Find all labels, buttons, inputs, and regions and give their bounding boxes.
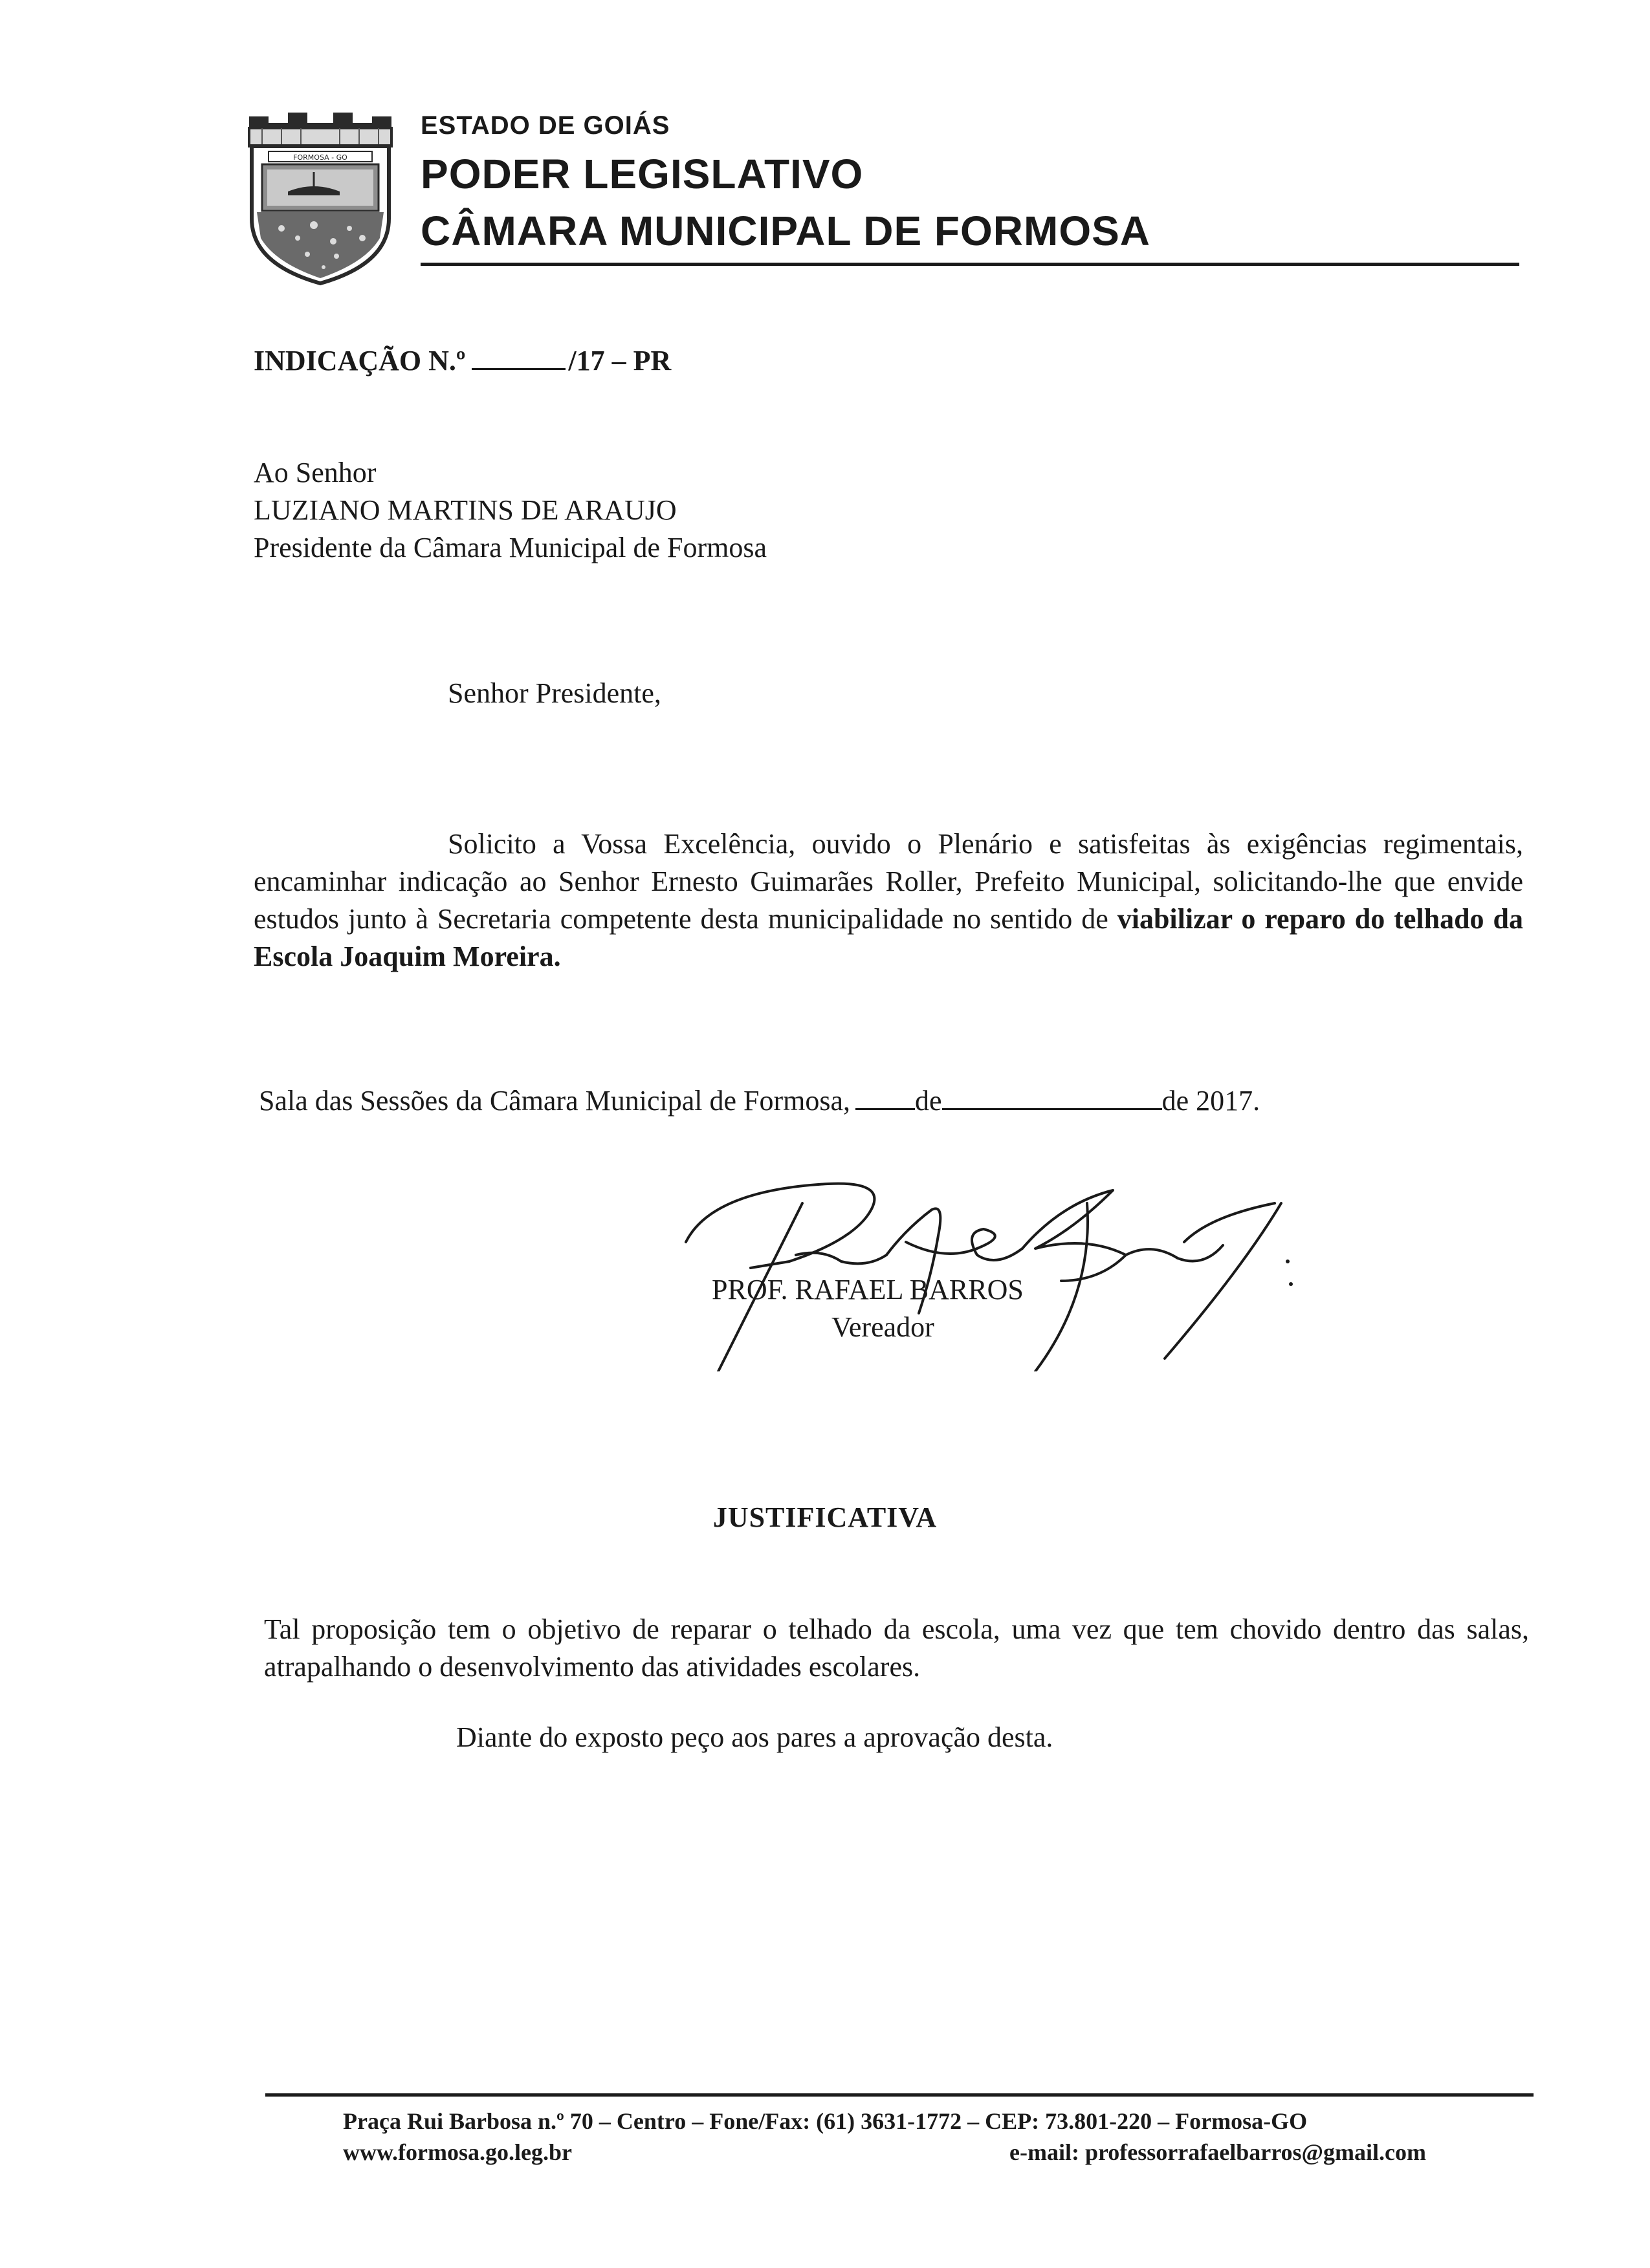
- date-line: [259, 1084, 1260, 1117]
- header-rule: [421, 263, 1519, 266]
- signer-name: PROF. RAFAEL BARROS: [712, 1274, 1024, 1305]
- salutation: Senhor Presidente,: [448, 677, 661, 709]
- month-blank: [942, 1086, 1162, 1110]
- municipal-crest: [243, 109, 398, 287]
- footer-website[interactable]: www.formosa.go.leg.br: [343, 2139, 572, 2165]
- day-blank: [855, 1086, 915, 1110]
- indication-suffix: /17 – PR: [568, 345, 672, 376]
- addressee-name: LUZIANO MARTINS DE ARAUJO: [254, 494, 677, 526]
- justification-text: Tal proposição tem o objetivo de reparar o telhado da escola, uma vez que tem chovido dentro das salas, atrapalhando o desenvolvimento das atividades escolares.: [264, 1613, 1529, 1683]
- header-state: ESTADO DE GOIÁS: [421, 111, 670, 140]
- indication-title: [254, 344, 671, 377]
- date-line-de: de: [915, 1085, 942, 1117]
- request-paragraph: [254, 825, 1523, 976]
- footer-email[interactable]: e-mail: professorrafaelbarros@gmail.com: [1009, 2139, 1426, 2165]
- addressee-role: Presidente da Câmara Municipal de Formosa: [254, 532, 767, 563]
- footer-rule: [265, 2093, 1534, 2097]
- indication-number-blank: [472, 345, 566, 370]
- addressee-block: [254, 454, 767, 567]
- request-text: Solicito a Vossa Excelência, ouvido o Plenário e satisfeitas às exigências regimentais, encaminhar indicação ao Senhor Ernesto Guimarães Roller, Prefeito Municipal, solicitando-lhe que envide estudos junto à Secretaria competente desta municipalidade no sentido de: [254, 828, 1523, 935]
- addressee-greeting: Ao Senhor: [254, 457, 377, 488]
- closing-sentence: Diante do exposto peço aos pares a aprovação desta.: [456, 1721, 1053, 1753]
- header-chamber: CÂMARA MUNICIPAL DE FORMOSA: [421, 208, 1150, 254]
- justification-title: JUSTIFICATIVA: [712, 1501, 938, 1533]
- request-bold-text: viabilizar o reparo do telhado da Escola Joaquim Moreira.: [254, 903, 1524, 972]
- header-power: PODER LEGISLATIVO: [421, 151, 864, 197]
- signer-role: Vereador: [831, 1311, 934, 1343]
- handwritten-signature: [673, 1164, 1307, 1371]
- footer-address: Praça Rui Barbosa n.º 70 – Centro – Fone/Fax: (61) 3631-1772 – CEP: 73.801-220 – Formosa-GO: [343, 2108, 1308, 2134]
- indication-prefix: INDICAÇÃO N.º: [254, 345, 466, 376]
- date-line-year: de 2017.: [1161, 1085, 1260, 1117]
- crest-label: FORMOSA - GO: [293, 153, 347, 162]
- date-line-place: Sala das Sessões da Câmara Municipal de Formosa,: [259, 1085, 851, 1117]
